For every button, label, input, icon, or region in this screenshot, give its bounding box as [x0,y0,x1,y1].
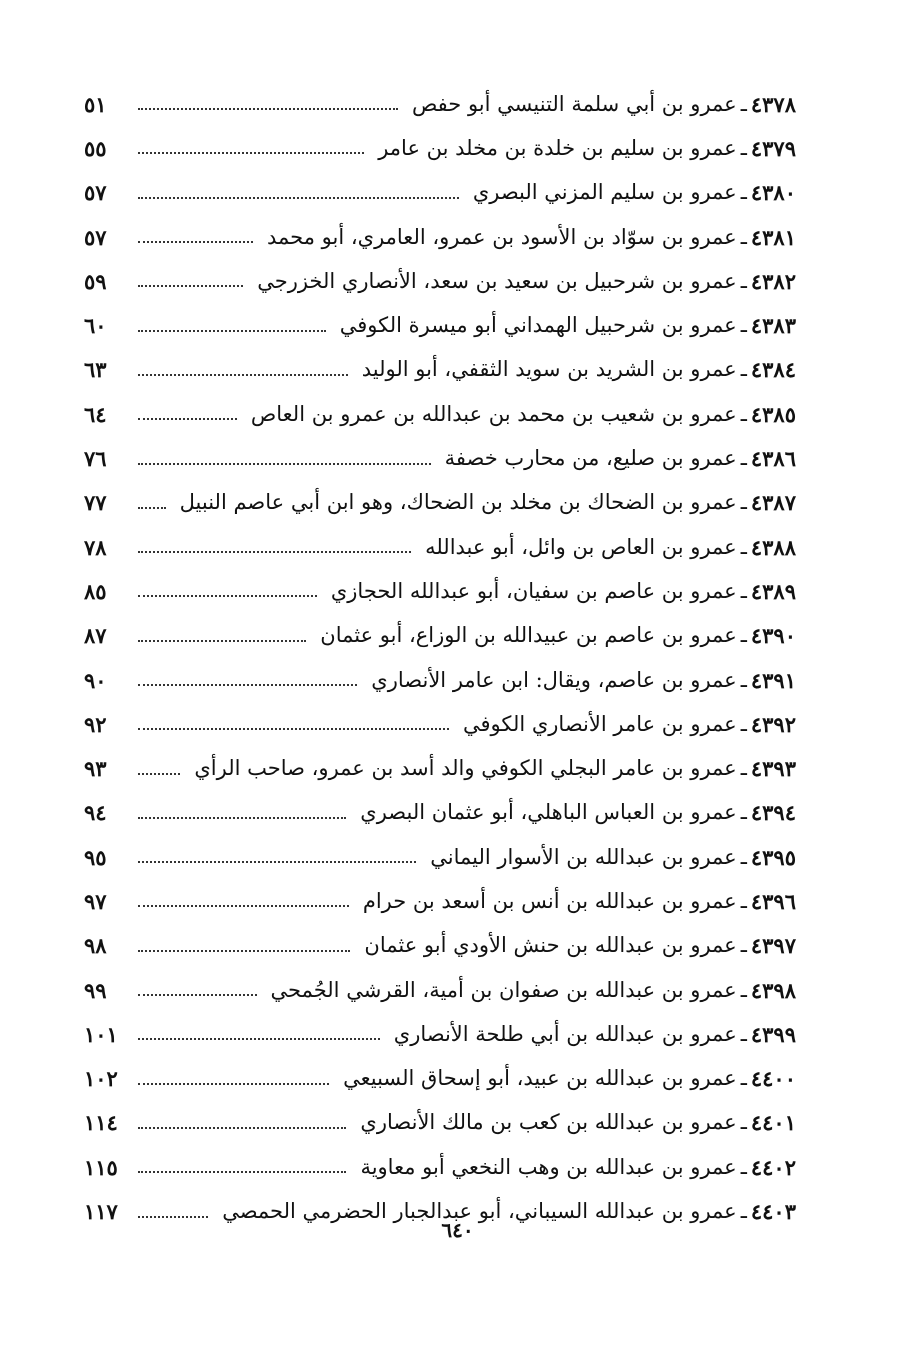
entry-number: ٤٣٩٣ [750,756,796,782]
entry-number: ٤٣٧٨ [750,91,796,117]
entry-number: ٤٤٠٣ [750,1199,796,1225]
entry-page-number: ٥١ [84,91,107,117]
entry-page-number: ٥٧ [84,180,107,206]
dot-leader [138,1127,346,1129]
entry-page-number: ٩٩ [84,977,107,1003]
dot-leader [138,950,350,952]
dot-leader [138,817,346,819]
toc-entry [84,924,796,968]
toc-entry [84,259,796,303]
entry-separator: ـ [740,357,747,382]
toc-entry [84,126,796,170]
toc-entry [84,1057,796,1101]
entry-title: عمرو بن عبدالله بن أبي طلحة الأنصاري [393,1021,737,1046]
entry-number: ٤٣٨٧ [750,490,796,516]
entry-page-number: ١٠١ [84,1021,118,1047]
toc-entry [84,303,796,347]
entry-title: عمرو بن عامر الأنصاري الكوفي [462,711,737,736]
dot-leader [138,330,326,332]
toc-entry [84,569,796,613]
dot-leader [138,595,317,597]
entry-page-number: ٩٥ [84,844,107,870]
entry-title: عمرو بن عاصم بن عبيدالله بن الوزاع، أبو عثمان [320,623,737,648]
entry-title: عمرو بن سليم المزني البصري [472,180,737,205]
entry-page-number: ٧٧ [84,490,107,516]
entry-number: ٤٣٩٢ [750,711,796,737]
entry-number: ٤٣٩٧ [750,933,796,959]
entry-title: عمرو بن سوّاد بن الأسود بن عمرو، العامري، أبو محمد [267,224,737,249]
entry-separator: ـ [740,446,747,471]
entry-title: عمرو بن صليع، من محارب خصفة [444,446,737,471]
entry-separator: ـ [740,91,747,116]
entry-page-number: ٥٧ [84,224,107,250]
entry-page-number: ٥٥ [84,135,107,161]
dot-leader [138,640,306,642]
toc-entry [84,791,796,835]
entry-separator: ـ [740,844,747,869]
entry-title: عمرو بن الشريد بن سويد الثقفي، أبو الوليد [361,357,737,382]
entry-separator: ـ [740,401,747,426]
entry-number: ٤٣٩٦ [750,888,796,914]
toc-entry [84,392,796,436]
toc-entry [84,348,796,392]
entry-number: ٤٤٠٠ [750,1066,796,1092]
toc-entry [84,614,796,658]
dot-leader [138,374,348,376]
dot-leader [138,418,237,420]
entry-separator: ـ [740,667,747,692]
entry-title: عمرو بن عبدالله بن الأسوار اليماني [430,844,737,869]
entry-number: ٤٣٩٩ [750,1021,796,1047]
entry-number: ٤٣٩٤ [750,800,796,826]
dot-leader [138,994,257,996]
entry-page-number: ٨٥ [84,578,107,604]
toc-entry [84,215,796,259]
entry-page-number: ٩٤ [84,800,107,826]
entry-number: ٤٣٨٦ [750,446,796,472]
entry-separator: ـ [740,1199,747,1224]
entry-separator: ـ [740,180,747,205]
toc-entry [84,1012,796,1056]
entry-separator: ـ [740,224,747,249]
entry-page-number: ٩٠ [84,667,107,693]
entry-separator: ـ [740,534,747,559]
entry-page-number: ٩٣ [84,756,107,782]
entry-number: ٤٣٨١ [750,224,796,250]
toc-entry [84,82,796,126]
entry-title: عمرو بن شرحبيل الهمداني أبو ميسرة الكوفي [339,313,737,338]
dot-leader [138,551,411,553]
entry-page-number: ١٠٢ [84,1066,118,1092]
dot-leader [138,1038,380,1040]
entry-page-number: ٧٨ [84,534,107,560]
entry-page-number: ١١٧ [84,1199,118,1225]
toc-entry [84,1101,796,1145]
toc-entry [84,879,796,923]
entry-separator: ـ [740,135,747,160]
toc-entry [84,835,796,879]
toc-entry [84,436,796,480]
dot-leader [138,197,459,199]
toc-entry [84,171,796,215]
entry-title: عمرو بن عبدالله بن أنس بن أسعد بن حرام [362,888,737,913]
dot-leader [138,1171,346,1173]
entry-page-number: ٦٤ [84,401,107,427]
entry-number: ٤٣٨٨ [750,534,796,560]
entry-separator: ـ [740,1154,747,1179]
entry-separator: ـ [740,800,747,825]
entry-separator: ـ [740,977,747,1002]
dot-leader [138,905,349,907]
dot-leader [138,728,449,730]
entry-number: ٤٣٨٣ [750,313,796,339]
toc-entry [84,1145,796,1189]
entry-page-number: ٧٦ [84,446,107,472]
entry-separator: ـ [740,1021,747,1046]
entry-separator: ـ [740,490,747,515]
toc-entry [84,968,796,1012]
entry-title: عمرو بن عبدالله بن وهب النخعي أبو معاوية [360,1154,737,1179]
entry-number: ٤٣٨٢ [750,268,796,294]
entry-title: عمرو بن عبدالله بن صفوان بن أمية، القرشي الجُمحي [270,977,737,1002]
entry-title: عمرو بن أبي سلمة التنيسي أبو حفص [411,91,737,116]
entry-number: ٤٣٩٨ [750,977,796,1003]
entry-title: عمرو بن عاصم، ويقال: ابن عامر الأنصاري [371,667,737,692]
entry-number: ٤٤٠١ [750,1110,796,1136]
entry-separator: ـ [740,711,747,736]
entry-title: عمرو بن عبدالله السيباني، أبو عبدالجبار الحضرمي الحمصي [222,1199,737,1224]
entry-separator: ـ [740,1066,747,1091]
dot-leader [138,684,357,686]
entry-page-number: ٩٢ [84,711,107,737]
entry-number: ٤٤٠٢ [750,1154,796,1180]
entry-number: ٤٣٨٤ [750,357,796,383]
entry-page-number: ٨٧ [84,623,107,649]
entry-page-number: ٩٨ [84,933,107,959]
entry-separator: ـ [740,623,747,648]
entry-number: ٤٣٩٥ [750,844,796,870]
entry-separator: ـ [740,756,747,781]
entry-title: عمرو بن عبدالله بن عبيد، أبو إسحاق السبيعي [343,1066,737,1091]
entry-page-number: ٦٣ [84,357,107,383]
entry-title: عمرو بن عبدالله بن كعب بن مالك الأنصاري [360,1110,737,1135]
entry-number: ٤٣٨٥ [750,401,796,427]
entry-page-number: ١١٤ [84,1110,118,1136]
entry-separator: ـ [740,888,747,913]
dot-leader [138,285,243,287]
dot-leader [138,463,431,465]
entry-number: ٤٣٩١ [750,667,796,693]
entry-page-number: ١١٥ [84,1154,118,1180]
entry-title: عمرو بن العاص بن وائل، أبو عبدالله [425,534,737,559]
dot-leader [138,1083,329,1085]
entry-page-number: ٩٧ [84,888,107,914]
entry-separator: ـ [740,1110,747,1135]
page-number-footer: ٦٤٠ [441,1218,474,1242]
entry-title: عمرو بن سليم بن خلدة بن مخلد بن عامر [378,135,737,160]
toc-entry [84,658,796,702]
entry-number: ٤٣٨٠ [750,180,796,206]
toc-entry [84,746,796,790]
dot-leader [138,108,398,110]
table-of-contents [84,82,796,1234]
entry-title: عمرو بن عاصم بن سفيان، أبو عبدالله الحجازي [330,578,737,603]
entry-title: عمرو بن عبدالله بن حنش الأودي أبو عثمان [364,933,737,958]
toc-entry [84,481,796,525]
entry-title: عمرو بن العباس الباهلي، أبو عثمان البصري [360,800,737,825]
entry-title: عمرو بن شرحبيل بن سعيد بن سعد، الأنصاري الخزرجي [257,268,737,293]
entry-title: عمرو بن عامر البجلي الكوفي والد أسد بن عمرو، صاحب الرأي [194,756,737,781]
toc-entry [84,702,796,746]
entry-number: ٤٣٧٩ [750,135,796,161]
dot-leader [138,152,364,154]
entry-page-number: ٥٩ [84,268,107,294]
entry-number: ٤٣٩٠ [750,623,796,649]
toc-entry [84,525,796,569]
entry-title: عمرو بن الضحاك بن مخلد بن الضحاك، وهو ابن أبي عاصم النبيل [179,490,737,515]
dot-leader [138,241,253,243]
dot-leader [138,773,180,775]
entry-separator: ـ [740,268,747,293]
entry-title: عمرو بن شعيب بن محمد بن عبدالله بن عمرو بن العاص [250,401,737,426]
dot-leader [138,507,166,509]
entry-page-number: ٦٠ [84,313,107,339]
entry-separator: ـ [740,933,747,958]
dot-leader [138,861,416,863]
entry-number: ٤٣٨٩ [750,578,796,604]
entry-separator: ـ [740,313,747,338]
entry-separator: ـ [740,578,747,603]
